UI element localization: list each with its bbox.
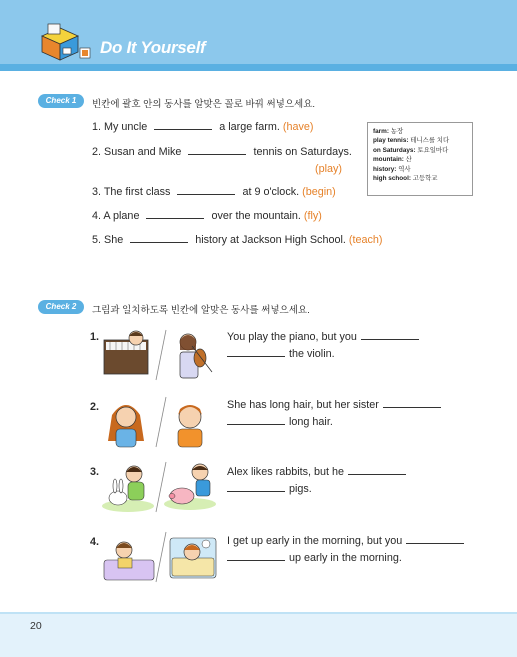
item-after: a large farm.: [219, 121, 280, 133]
waking-up-illustration: [100, 530, 220, 584]
check1-item-2: [92, 145, 352, 158]
answer-blank[interactable]: [154, 120, 212, 130]
answer-blank[interactable]: [188, 145, 246, 155]
check2-item-2-line2: long hair.: [227, 413, 333, 432]
item-verb-hint: (have): [282, 121, 314, 133]
page-title: Do It Yourself: [100, 38, 206, 57]
check2-item-number: 4.: [90, 536, 100, 548]
item-verb-hint: (begin): [302, 186, 336, 198]
item-before: Susan and Mike: [104, 146, 182, 158]
check2-item-number: 3.: [90, 466, 100, 478]
vocabulary-box: [367, 122, 473, 196]
answer-blank[interactable]: [361, 330, 419, 340]
check2-item-2-line1: She has long hair, but her sister: [227, 396, 445, 415]
check1-instruction: 빈칸에 괄호 안의 동사를 알맞은 꼴로 바꿔 써넣으세요.: [92, 99, 316, 110]
item-number: 1.: [92, 121, 102, 133]
answer-blank[interactable]: [227, 482, 285, 492]
answer-blank[interactable]: [348, 465, 406, 475]
vocab-entry: mountain: 산: [373, 156, 412, 164]
check2-instruction: 그림과 일치하도록 빈칸에 알맞은 동사를 써넣으세요.: [92, 305, 310, 316]
check1-item-3: [92, 185, 336, 198]
item-verb-hint: (fly): [303, 210, 322, 222]
item-verb-hint: (play): [315, 163, 342, 175]
item-before: She: [104, 234, 124, 246]
check2-item-4-line2: up early in the morning.: [227, 549, 402, 568]
vocab-entry: farm: 농장: [373, 128, 404, 135]
answer-blank[interactable]: [177, 185, 235, 195]
answer-blank[interactable]: [406, 534, 464, 544]
footer-divider: [0, 612, 517, 614]
check2-badge: Check 2: [38, 300, 84, 314]
check1-item-4: [92, 209, 322, 222]
item-number: 2.: [92, 146, 102, 158]
item-after: at 9 o'clock.: [242, 186, 300, 198]
item-number: 5.: [92, 234, 102, 246]
item-verb-hint: (teach): [348, 234, 383, 246]
check1-badge: Check 1: [38, 94, 84, 108]
item-after: history at Jackson High School.: [195, 234, 346, 246]
check1-item-1: [92, 120, 313, 133]
answer-blank[interactable]: [383, 398, 441, 408]
answer-blank[interactable]: [130, 233, 188, 243]
item-before: The first class: [103, 186, 171, 198]
item-after: over the mountain.: [211, 210, 301, 222]
page-number: 20: [30, 620, 42, 632]
item-number: 4.: [92, 210, 102, 222]
item-number: 3.: [92, 186, 102, 198]
check2-item-number: 2.: [90, 401, 100, 413]
vocab-entry: high school: 고등학교: [373, 175, 438, 183]
header-stripe: [0, 64, 517, 71]
answer-blank[interactable]: [227, 415, 285, 425]
long-short-hair-illustration: [100, 395, 220, 449]
answer-blank[interactable]: [146, 209, 204, 219]
piano-violin-illustration: [100, 328, 220, 382]
check1-item-5: [92, 233, 382, 246]
check2-item-3-line1: Alex likes rabbits, but he: [227, 463, 410, 482]
rabbit-pig-illustration: [100, 460, 220, 514]
check2-item-number: 1.: [90, 331, 100, 343]
item-before: My uncle: [104, 121, 148, 133]
vocab-entry: on Saturdays: 토요일마다: [373, 146, 449, 154]
item-before: A plane: [103, 210, 140, 222]
item-after: tennis on Saturdays.: [253, 146, 352, 158]
answer-blank[interactable]: [227, 347, 285, 357]
footer-band: [0, 612, 517, 657]
check2-item-3-line2: pigs.: [227, 480, 312, 499]
check2-item-1-line1: You play the piano, but you: [227, 328, 423, 347]
vocab-entry: history: 역사: [373, 165, 411, 173]
vocab-entry: play tennis: 테니스를 치다: [373, 137, 450, 145]
check2-item-1-line2: the violin.: [227, 345, 335, 364]
cube-logo-icon: [36, 22, 92, 62]
answer-blank[interactable]: [227, 551, 285, 561]
check2-item-4-line1: I get up early in the morning, but you: [227, 532, 468, 551]
